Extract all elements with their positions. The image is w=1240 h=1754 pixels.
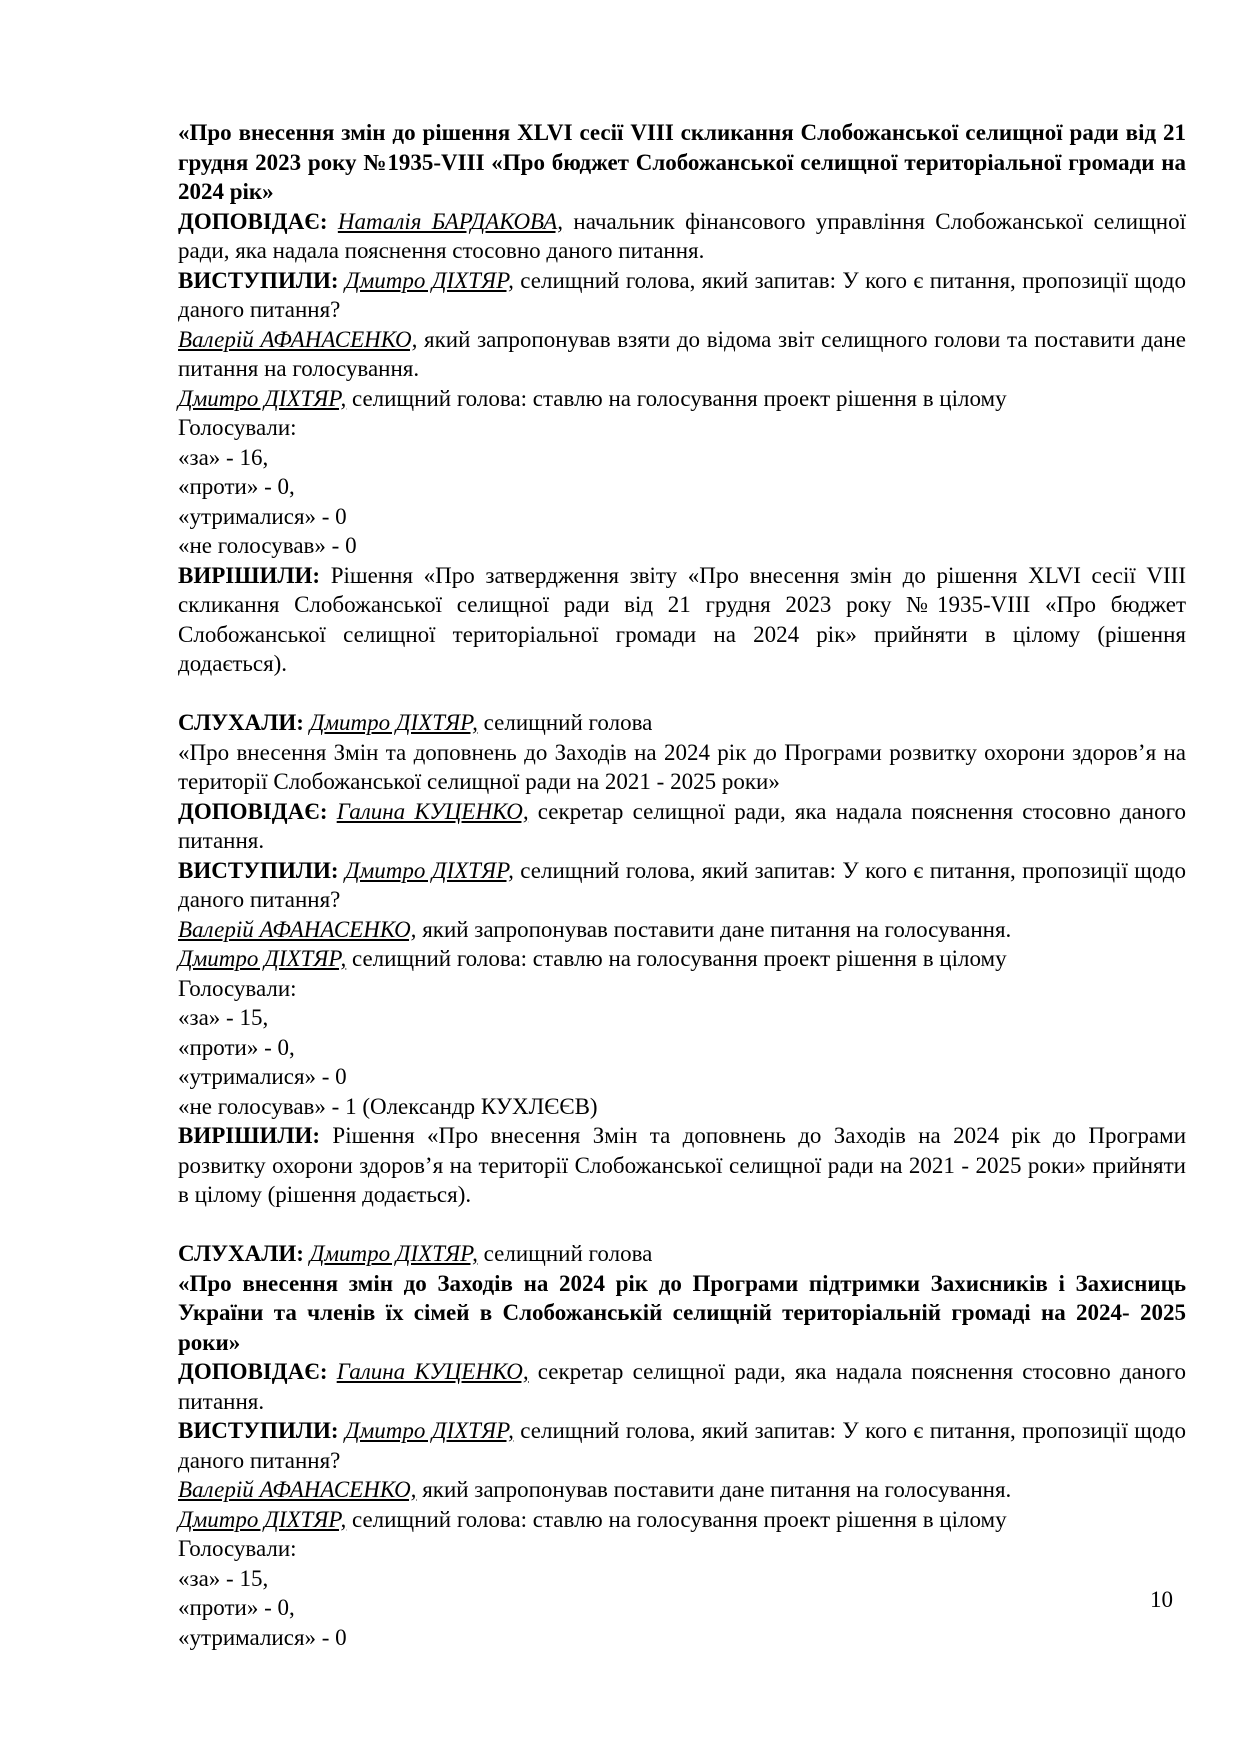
heard-label: СЛУХАЛИ: xyxy=(178,710,304,735)
speaker-name: Дмитро ДІХТЯР, xyxy=(344,857,514,883)
spacer xyxy=(178,679,1186,709)
spoke-line xyxy=(178,266,1186,325)
agenda-item-3 xyxy=(178,1239,1186,1652)
spoke-line xyxy=(178,856,1186,915)
report-label: ДОПОВІДАЄ: xyxy=(178,798,328,824)
vote-not-voted: «не голосував» - 1 (Олександр КУХЛЄЄВ) xyxy=(178,1093,598,1119)
proposal-line xyxy=(178,1475,1186,1505)
vote-for: «за» - 15, xyxy=(178,1005,269,1030)
agenda-item-1 xyxy=(178,118,1186,679)
vote-call-text: селищний голова: ставлю на голосування проект рішення в цілому xyxy=(346,946,1007,971)
voted-label: Голосували: xyxy=(178,1536,297,1561)
heard-text: селищний голова xyxy=(477,1241,653,1266)
spoke-text: селищний голова, який запитав: У кого є питання, пропозиції щодо даного питання? xyxy=(178,857,1187,912)
spoke-text: селищний голова, який запитав: У кого є питання, пропозиції щодо даного питання? xyxy=(178,1418,1187,1473)
speaker-name: Валерій АФАНАСЕНКО, xyxy=(178,916,417,942)
heard-text: селищний голова xyxy=(477,710,653,735)
vote-not-voted: «не голосував» - 0 xyxy=(178,533,357,558)
vote-abstained: «утрималися» - 0 xyxy=(178,503,347,529)
vote-call-line xyxy=(178,944,1186,974)
report-text: начальник фінансового управління Слобожанської селищної ради, яка надала пояснення стосовно даного питання. xyxy=(178,208,1187,263)
spoke-line xyxy=(178,1416,1186,1475)
item-title: «Про внесення змін до Заходів на 2024 рік до Програми підтримки Захисників і Захисниць України та членів їх сімей в Слобожанській селищній територіальній громаді на 2024- 2025 роки» xyxy=(178,1270,1186,1355)
decided-label: ВИРІШИЛИ: xyxy=(178,1123,321,1148)
speaker-name: Дмитро ДІХТЯР, xyxy=(178,385,347,411)
report-label: ДОПОВІДАЄ: xyxy=(178,1359,328,1384)
heard-label: СЛУХАЛИ: xyxy=(178,1241,304,1266)
speaker-name: Дмитро ДІХТЯР, xyxy=(344,1418,514,1443)
report-line xyxy=(178,1357,1186,1416)
spoke-text: селищний голова, який запитав: У кого є питання, пропозиції щодо даного питання? xyxy=(178,267,1187,322)
speaker-name: Валерій АФАНАСЕНКО, xyxy=(178,326,418,352)
voted-label: Голосували: xyxy=(178,415,297,440)
decided-line xyxy=(178,1121,1186,1210)
proposal-text: який запропонував поставити дане питання на голосування. xyxy=(416,916,1012,942)
vote-against: «проти» - 0, xyxy=(178,1034,295,1060)
vote-call-line xyxy=(178,384,1186,414)
item-title: «Про внесення змін до рішення XLVI сесії VIII скликання Слобожанської селищної ради від 21 грудня 2023 року №1935-VIII «Про бюджет Слобожанської селищної територіальної громади на 2024 рік» xyxy=(178,120,1186,204)
document-page xyxy=(178,118,1186,1652)
vote-abstained: «утрималися» - 0 xyxy=(178,1624,347,1650)
heard-line xyxy=(178,708,1186,738)
speaker-name: Дмитро ДІХТЯР, xyxy=(178,946,347,971)
speaker-name: Дмитро ДІХТЯР, xyxy=(178,1506,347,1532)
voted-label: Голосували: xyxy=(178,975,297,1001)
heard-line xyxy=(178,1239,1186,1269)
speaker-name: Галина КУЦЕНКО, xyxy=(336,798,529,824)
report-line xyxy=(178,207,1186,266)
spoke-label: ВИСТУПИЛИ: xyxy=(178,1418,339,1443)
vote-for: «за» - 15, xyxy=(178,1565,269,1591)
speaker-name: Дмитро ДІХТЯР, xyxy=(344,267,514,293)
vote-against: «проти» - 0, xyxy=(178,1595,295,1620)
speaker-name: Дмитро ДІХТЯР, xyxy=(309,710,478,735)
item-title: «Про внесення Змін та доповнень до Заходів на 2024 рік до Програми розвитку охорони здоров’я на території Слобожанської селищної ради на 2021 - 2025 роки» xyxy=(178,739,1186,794)
decided-line xyxy=(178,561,1186,679)
agenda-item-2 xyxy=(178,708,1186,1210)
speaker-name: Дмитро ДІХТЯР, xyxy=(309,1241,478,1266)
report-text: секретар селищної ради, яка надала пояснення стосовно даного питання. xyxy=(178,1359,1186,1414)
vote-call-text: селищний голова: ставлю на голосування проект рішення в цілому xyxy=(346,1506,1007,1532)
proposal-text: який запропонував поставити дане питання на голосування. xyxy=(416,1477,1012,1502)
proposal-line xyxy=(178,915,1186,945)
vote-for: «за» - 16, xyxy=(178,444,269,470)
proposal-text: який запропонував взяти до відома звіт селищного голови та поставити дане питання на голосування. xyxy=(178,326,1186,381)
decided-text: Рішення «Про внесення Змін та доповнень до Заходів на 2024 рік до Програми розвитку охорони здоров’я на території Слобожанської селищної ради на 2021 - 2025 роки» прийняти в цілому (рішення додається). xyxy=(178,1123,1186,1207)
speaker-name: Наталія БАРДАКОВА, xyxy=(337,208,564,234)
proposal-line xyxy=(178,325,1186,384)
speaker-name: Валерій АФАНАСЕНКО, xyxy=(178,1477,417,1502)
vote-against: «проти» - 0, xyxy=(178,474,295,499)
decided-text: Рішення «Про затвердження звіту «Про внесення змін до рішення XLVI сесії VIII скликання Слобожанської селищної ради від 21 грудня 2023 року №1935-VIII «Про бюджет Слобожанської селищної територіальної громади на 2024 рік» прийняти в цілому (рішення додається). xyxy=(178,562,1186,676)
page-number: 10 xyxy=(1150,1587,1173,1612)
decided-label: ВИРІШИЛИ: xyxy=(178,562,321,588)
spoke-label: ВИСТУПИЛИ: xyxy=(178,857,339,883)
spacer xyxy=(178,1210,1186,1240)
spoke-label: ВИСТУПИЛИ: xyxy=(178,267,339,293)
speaker-name: Галина КУЦЕНКО, xyxy=(336,1359,529,1384)
vote-call-text: селищний голова: ставлю на голосування проект рішення в цілому xyxy=(346,385,1007,411)
report-label: ДОПОВІДАЄ: xyxy=(178,208,328,234)
report-line xyxy=(178,797,1186,856)
vote-call-line xyxy=(178,1505,1186,1535)
report-text: секретар селищної ради, яка надала пояснення стосовно даного питання. xyxy=(178,798,1186,853)
vote-abstained: «утрималися» - 0 xyxy=(178,1064,347,1089)
